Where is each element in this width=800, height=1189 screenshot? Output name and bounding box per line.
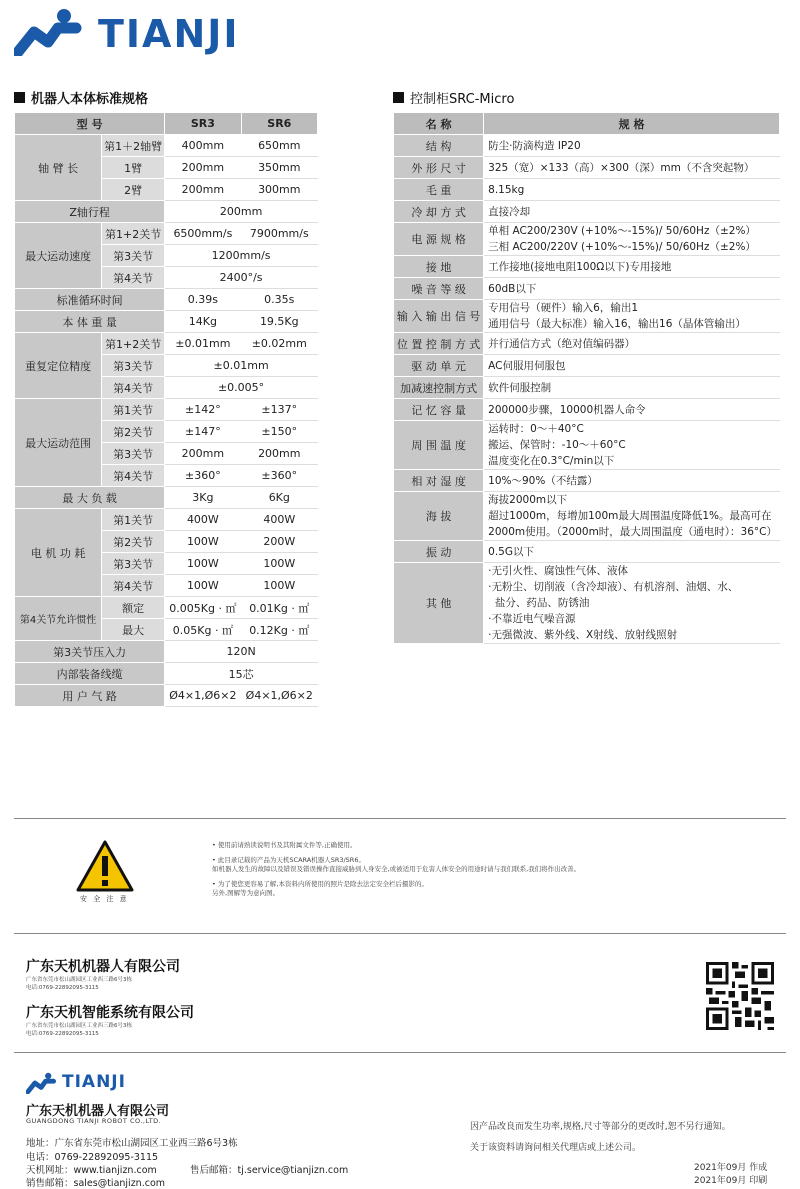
spec-name: 记 忆 容 量 [394, 399, 484, 421]
footer-logo: TIANJI [26, 1072, 126, 1096]
spec-value: 0.5G以下 [484, 541, 780, 563]
spec-value: 工作接地(接地电阻100Ω以下)专用接地 [484, 256, 780, 278]
note: 另外,图解等为意向图。 [212, 889, 280, 897]
spec-name: 相 对 湿 度 [394, 470, 484, 492]
spec-name: 周 围 温 度 [394, 421, 484, 470]
table-row [394, 256, 780, 278]
spec-value: 直接冷却 [484, 201, 780, 223]
company-name: 广东天机智能系统有限公司 [26, 1005, 194, 1021]
right-section-title: 控制柜SRC-Micro [393, 88, 514, 107]
table-row: 第4关节 2400°/s [15, 267, 318, 289]
disclaimer: 关于该资料请询问相关代理店或上述公司。 [470, 1143, 642, 1153]
table-row: 第4关节 ±0.005° [15, 377, 318, 399]
footer-service-email[interactable]: 售后邮箱：tj.service@tianjizn.com [190, 1165, 349, 1176]
table-row: 第4关节允许惯性 额定 0.005Kg · ㎡ 0.01Kg · ㎡ [15, 597, 318, 619]
spec-value: ·无引火性、腐蚀性气体、液体 ·无粉尘、切削液（含冷却液）、有机溶剂、油烟、水、 盐分、药品、防锈油 ·不靠近电气噪音源 ·无强微波、紫外线、X射线、放射线照射 [484, 563, 780, 644]
table-row [394, 492, 780, 541]
table-row: 本 体 重 量 14Kg 19.5Kg [15, 311, 318, 333]
spec-value: 8.15kg [484, 179, 780, 201]
table-row: 1臂 200mm 350mm [15, 157, 318, 179]
spec-name: 位 置 控 制 方 式 [394, 333, 484, 355]
spec-name: 加减速控制方式 [394, 377, 484, 399]
square-bullet-icon [393, 92, 404, 103]
robot-arm-logo-icon [26, 1072, 58, 1094]
table-row: 最大 0.05Kg · ㎡ 0.12Kg · ㎡ [15, 619, 318, 641]
table-row: 最 大 负 载 3Kg 6Kg [15, 487, 318, 509]
table-header-row: 名 称 规 格 [394, 113, 780, 135]
spec-value: 200000步骤，10000机器人命令 [484, 399, 780, 421]
table-row: 电 机 功 耗 第1关节 400W 400W [15, 509, 318, 531]
qr-code-icon [706, 962, 774, 1030]
spec-value: 海拔2000m以下 超过1000m，每增加100m最大周围温度降低1%。最高可在 2000m使用。（2000m时，最大周围温度（通电时）：36°C） [484, 492, 780, 541]
table-row: 第3关节 1200mm/s [15, 245, 318, 267]
spec-name: 电 源 规 格 [394, 223, 484, 256]
table-row [394, 563, 780, 644]
table-row: 最大运动速度 第1+2关节 6500mm/s 7900mm/s [15, 223, 318, 245]
date-printed: 2021年09月 印刷 [694, 1176, 768, 1186]
spec-value: 防尘·防滴构造 IP20 [484, 135, 780, 157]
table-row: 第3关节压入力 120N [15, 641, 318, 663]
company-name: 广东天机机器人有限公司 [26, 959, 180, 975]
table-row [394, 355, 780, 377]
safety-notes [212, 841, 580, 904]
spec-name: 输 入 输 出 信 号 [394, 300, 484, 333]
footer-website[interactable]: 天机网址：www.tianjizn.com [26, 1165, 157, 1176]
warning-triangle-icon [76, 840, 134, 892]
left-section-title: 机器人本体标准规格 [14, 88, 148, 107]
spec-value: AC伺服用伺服包 [484, 355, 780, 377]
table-row: 标准循环时间 0.39s 0.35s [15, 289, 318, 311]
table-row [394, 179, 780, 201]
date-created: 2021年09月 作成 [694, 1163, 768, 1173]
spec-name: 冷 却 方 式 [394, 201, 484, 223]
table-row: 2臂 200mm 300mm [15, 179, 318, 201]
company-address: 广东省东莞市松山湖园区工业西三路6号3栋 电话:0769-22892095-3115 [26, 1023, 132, 1037]
spec-value: 325（宽）×133（高）×300（深）mm（不含突起物） [484, 157, 780, 179]
table-row: 第3关节 ±0.01mm [15, 355, 318, 377]
robot-arm-logo-icon [14, 8, 86, 56]
note: • 此目录记载的产品为天机SCARA机器人SR3/SR6。 [212, 856, 365, 864]
table-row [394, 223, 780, 256]
table-row [394, 377, 780, 399]
spec-value: 专用信号（硬件）输入6，输出1 通用信号（最大标准）输入16，输出16（晶体管输出） [484, 300, 780, 333]
spec-name: 振 动 [394, 541, 484, 563]
controller-spec-table [393, 112, 780, 644]
company-address: 广东省东莞市松山湖园区工业西三路6号3栋 电话:0769-22892095-3115 [26, 977, 132, 991]
spec-value: 运转时：0～＋40°C 搬运、保管时：-10～＋60°C 温度变化在0.3°C/min以下 [484, 421, 780, 470]
table-row [394, 278, 780, 300]
table-row: 第2关节 100W 200W [15, 531, 318, 553]
spec-value: 60dB以下 [484, 278, 780, 300]
brand-name: TIANJI [98, 12, 240, 56]
table-row: 最大运动范围 第1关节 ±142° ±137° [15, 399, 318, 421]
spec-name: 毛 重 [394, 179, 484, 201]
table-header-row: 型 号 SR3 SR6 [15, 113, 318, 135]
table-row: 第4关节 ±360° ±360° [15, 465, 318, 487]
table-row [394, 333, 780, 355]
spec-name: 其 他 [394, 563, 484, 644]
spec-value: 单相 AC200/230V (+10%～-15%)/ 50/60Hz（±2%） 三相 AC200/220V (+10%～-15%)/ 50/60Hz（±2%） [484, 223, 780, 256]
spec-name: 结 构 [394, 135, 484, 157]
brand-logo [14, 8, 240, 58]
table-row [394, 300, 780, 333]
table-row: 第4关节 100W 100W [15, 575, 318, 597]
table-row [394, 421, 780, 470]
table-row [394, 541, 780, 563]
table-row [394, 201, 780, 223]
spec-name: 驱 动 单 元 [394, 355, 484, 377]
note: • 为了使您更容易了解,本资料内所使用的照片是除去法定安全栏后摄影的。 [212, 880, 428, 888]
table-row: 用 户 气 路 Ø4×1,Ø6×2 Ø4×1,Ø6×2 [15, 685, 318, 707]
footer-company-name: 广东天机机器人有限公司 [26, 1104, 170, 1119]
divider [14, 818, 786, 819]
table-row [394, 470, 780, 492]
disclaimer: 因产品改良而发生功率,规格,尺寸等部分的更改时,恕不另行通知。 [470, 1122, 731, 1132]
note: 如机器人发生的故障以及错误及错误操作直接威胁到人身安全,或被适用于危害人体安全的用途时请与我们联系,我们将作出改善。 [212, 865, 581, 873]
table-row: 第3关节 100W 100W [15, 553, 318, 575]
table-row: 内部装备线缆 15芯 [15, 663, 318, 685]
table-row: 重复定位精度 第1+2关节 ±0.01mm ±0.02mm [15, 333, 318, 355]
square-bullet-icon [14, 92, 25, 103]
divider [14, 1052, 786, 1053]
table-row [394, 157, 780, 179]
table-row [394, 135, 780, 157]
spec-value: 10%～90%（不结露） [484, 470, 780, 492]
robot-spec-table [14, 112, 318, 707]
table-row: 轴 臂 长 第1＋2轴臂 400mm 650mm [15, 135, 318, 157]
note: • 使用前请熟读说明书及其附属文件等,正确使用。 [212, 841, 357, 849]
spec-name: 噪 音 等 级 [394, 278, 484, 300]
footer-phone: 电话：0769-22892095-3115 [26, 1152, 159, 1163]
footer-sales-email[interactable]: 销售邮箱：sales@tianjizn.com [26, 1178, 166, 1189]
divider [14, 933, 786, 934]
spec-value: 软件伺服控制 [484, 377, 780, 399]
table-row [394, 399, 780, 421]
spec-name: 接 地 [394, 256, 484, 278]
safety-notice-label: 安 全 注 意 [80, 895, 129, 903]
footer-company-en: GUANGDONG TIANJI ROBOT CO.,LTD. [26, 1117, 162, 1125]
table-row: 第3关节 200mm 200mm [15, 443, 318, 465]
footer-address: 地址：广东省东莞市松山湖园区工业西三路6号3栋 [26, 1138, 238, 1149]
spec-name: 外 形 尺 寸 [394, 157, 484, 179]
spec-name: 海 拔 [394, 492, 484, 541]
table-row: Z轴行程 200mm [15, 201, 318, 223]
table-row: 第2关节 ±147° ±150° [15, 421, 318, 443]
spec-value: 并行通信方式（绝对值编码器） [484, 333, 780, 355]
